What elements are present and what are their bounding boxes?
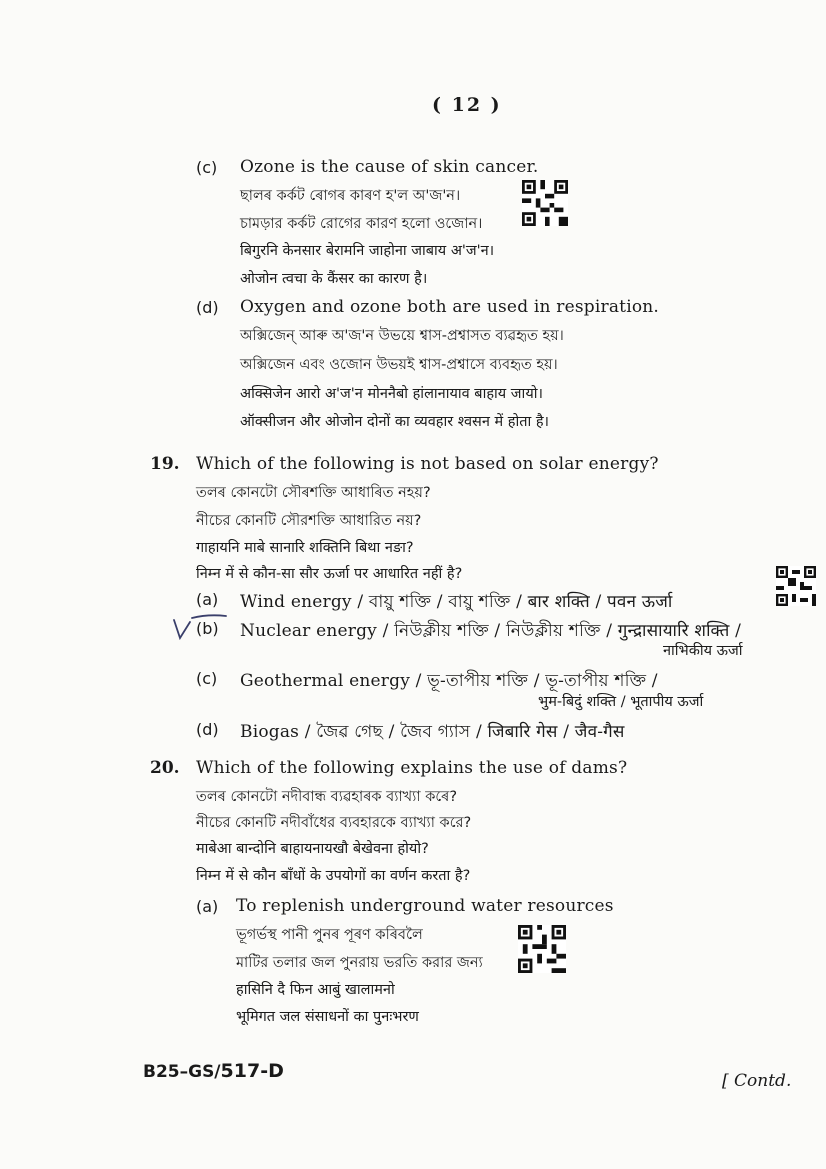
q20-option-a-bengali: মাটির তলার জল পুনরায় ভরতি করার জন্য — [236, 955, 483, 971]
q20-hindi: निम्न में से कौन बाँधों के उपयोगों का वर्णन करता है? — [196, 868, 471, 884]
continued-note: [ Contd. — [722, 1071, 792, 1091]
page-number: ( 12 ) — [432, 94, 502, 116]
q19-option-c-continuation: भुम-बिदुं शक्ति / भूतापीय ऊर्जा — [538, 694, 704, 710]
q20-option-a-hindi: भूमिगत जल संसाधनों का पुनःभरण — [236, 1009, 419, 1025]
q20-number: 20. — [150, 758, 180, 778]
q18-option-c-assamese: ছালৰ কৰ্কট ৰোগৰ কাৰণ হ'ল অ'জ'ন। — [240, 188, 461, 204]
q19-hindi: निम्न में से कौन-सा सौर ऊर्जा पर आधारित नहीं है? — [196, 566, 463, 582]
q18-option-c-english: Ozone is the cause of skin cancer. — [240, 157, 539, 177]
q19-english: Which of the following is not based on solar energy? — [196, 454, 659, 474]
q20-english: Which of the following explains the use of dams? — [196, 758, 628, 778]
q18-option-c-hindi: ओजोन त्वचा के कैंसर का कारण है। — [240, 271, 428, 287]
q19-option-c-text: Geothermal energy / ভূ-তাপীয় শক্তি / ভূ-তাপীয় শক্তি / — [240, 671, 658, 691]
q20-option-a-label: (a) — [196, 897, 219, 916]
q20-assamese: তলৰ কোনটো নদীবান্ধ ব্যৱহাৰক ব্যাখ্যা কৰে? — [196, 789, 458, 805]
paper-code-suffix: 517-D — [220, 1060, 284, 1082]
paper-code-prefix: B25–GS/ — [143, 1062, 221, 1082]
q18-option-d-label: (d) — [196, 298, 219, 317]
q19-option-d-text: Biogas / জৈৱ গেছ / জৈব গ্যাস / जिबारि गेस / जैव-गैस — [240, 722, 625, 742]
paper-code — [143, 1060, 284, 1082]
q20-option-a-english: To replenish underground water resources — [236, 896, 614, 916]
q19-option-a-label: (a) — [196, 590, 219, 609]
q19-number: 19. — [150, 454, 180, 474]
q19-assamese: তলৰ কোনটো সৌৰশক্তি আধাৰিত নহয়? — [196, 485, 431, 501]
qr-code-icon — [776, 566, 816, 606]
q18-option-c-bodo: बिगुरनि केनसार बेरामनि जाहोना जाबाय अ'ज'न। — [240, 243, 495, 259]
q20-option-a-bodo: हासिनि दै फिन आबुं खालामनो — [236, 982, 395, 998]
q19-option-c-label: (c) — [196, 669, 218, 688]
qr-code-icon — [518, 925, 566, 973]
q19-bodo: गाहायनि माबे सानारि शक्तिनि बिथा नङा? — [196, 540, 414, 556]
q20-option-a-assamese: ভূগৰ্ভস্থ পানী পুনৰ পূৰণ কৰিবলৈ — [236, 927, 423, 943]
q18-option-c-bengali: চামড়ার কর্কট রোগের কারণ হলো ওজোন। — [240, 216, 483, 232]
q19-option-d-label: (d) — [196, 720, 219, 739]
q19-bengali: নীচের কোনটি সৌরশক্তি আধারিত নয়? — [196, 513, 422, 529]
q19-option-a-text: Wind energy / বায়ু শক্তি / বায়ু শক্তি / बार शक्ति / पवन ऊर्जा — [240, 592, 673, 612]
q18-option-d-bengali: অক্সিজেন এবং ওজোন উভয়ই শ্বাস-প্রশ্বাসে ব্যবহৃত হয়। — [240, 357, 558, 373]
qr-code-icon — [522, 180, 568, 226]
q20-bengali: নীচের কোনটি নদীবাঁধের ব্যবহারকে ব্যাখ্যা করে? — [196, 815, 472, 831]
q20-bodo: माबेआ बान्दोनि बाहायनायखौ बेखेवना होयो? — [196, 841, 429, 857]
q19-option-b-continuation: नाभिकीय ऊर्जा — [663, 643, 743, 659]
q18-option-d-hindi: ऑक्सीजन और ओजोन दोनों का व्यवहार श्वसन में होता है। — [240, 414, 550, 430]
q18-option-d-bodo: अक्सिजेन आरो अ'ज'न मोननैबो हांलानायाव बाहाय जायो। — [240, 386, 543, 402]
q18-option-c-label: (c) — [196, 158, 218, 177]
q18-option-d-assamese: অক্সিজেন্ আৰু অ'জ'ন উভয়ে শ্বাস-প্ৰশ্বাসত ব্যৱহৃত হয়। — [240, 328, 564, 344]
q18-option-d-english: Oxygen and ozone both are used in respiration. — [240, 297, 660, 317]
q19-option-b-text: Nuclear energy / নিউক্লীয় শক্তি / নিউক্লীয় শক্তি / गुन्द्रासायारि शक्ति / — [240, 621, 742, 641]
q19-option-b-label: (b) — [196, 619, 219, 638]
